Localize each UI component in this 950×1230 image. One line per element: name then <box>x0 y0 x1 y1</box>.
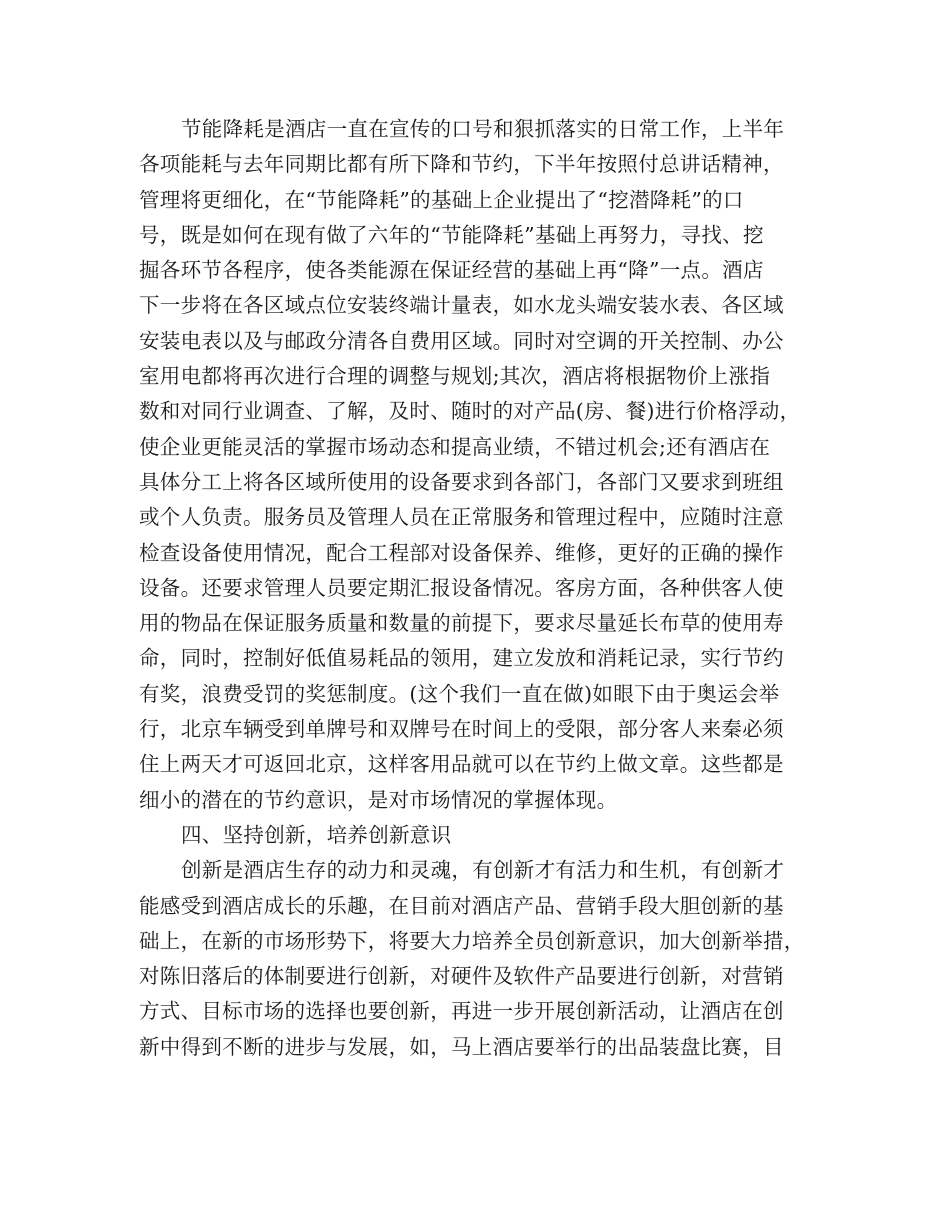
paragraph-line: 住上两天才可返回北京，这样客用品就可以在节约上做文章。这些都是 <box>139 752 784 777</box>
paragraph-line: 创新是酒店生存的动力和灵魂，有创新才有活力和生机，有创新才 <box>181 858 785 883</box>
paragraph-line: 有奖，浪费受罚的奖惩制度。(这个我们一直在做)如眼下由于奥运会举 <box>139 681 780 706</box>
paragraph-line: 细小的潜在的节约意识，是对市场情况的掌握体现。 <box>139 787 618 812</box>
paragraph-line: 础上，在新的市场形势下，将要大力培养全员创新意识，加大创新举措， <box>139 928 805 953</box>
paragraph-line: 号，既是如何在现有做了六年的“节能降耗”基础上再努力，寻找、挖 <box>139 222 764 247</box>
paragraph-line: 用的物品在保证服务质量和数量的前提下，要求尽量延长布草的使用寿 <box>139 611 784 636</box>
paragraph-line: 掘各环节各程序，使各类能源在保证经营的基础上再“降”一点。酒店 <box>139 258 764 283</box>
paragraph-line: 数和对同行业调查、了解，及时、随时的对产品(房、餐)进行价格浮动， <box>139 399 801 424</box>
paragraph-line: 能感受到酒店成长的乐趣，在目前对酒店产品、营销手段大胆创新的基 <box>139 893 784 918</box>
paragraph-line: 使企业更能灵活的掌握市场动态和提高业绩，不错过机会;还有酒店在 <box>139 434 771 459</box>
paragraph-line: 设备。还要求管理人员要定期汇报设备情况。客房方面，各种供客人使 <box>139 575 784 600</box>
paragraph-line: 室用电都将再次进行合理的调整与规划;其次，酒店将根据物价上涨指 <box>139 364 771 389</box>
paragraph-line: 安装电表以及与邮政分清各自费用区域。同时对空调的开关控制、办公 <box>139 328 784 353</box>
paragraph-line: 或个人负责。服务员及管理人员在正常服务和管理过程中，应随时注意 <box>139 505 784 530</box>
paragraph-line: 行，北京车辆受到单牌号和双牌号在时间上的受限，部分客人来秦必须 <box>139 717 784 742</box>
paragraph-line: 新中得到不断的进步与发展，如，马上酒店要举行的出品装盘比赛，目 <box>139 1034 784 1059</box>
paragraph-line: 节能降耗是酒店一直在宣传的口号和狠抓落实的日常工作，上半年 <box>181 117 785 141</box>
paragraph-line: 命，同时，控制好低值易耗品的领用，建立发放和消耗记录，实行节约 <box>139 646 784 671</box>
paragraph-line: 对陈旧落后的体制要进行创新，对硬件及软件产品要进行创新，对营销 <box>139 964 784 989</box>
paragraph-line: 检查设备使用情况，配合工程部对设备保养、维修，更好的正确的操作 <box>139 540 784 565</box>
paragraph-line: 下一步将在各区域点位安装终端计量表，如水龙头端安装水表、各区域 <box>139 293 784 318</box>
paragraph-line: 方式、目标市场的选择也要创新，再进一步开展创新活动，让酒店在创 <box>139 999 784 1024</box>
body-text <box>139 112 819 1065</box>
section-heading: 四、坚持创新，培养创新意识 <box>181 822 452 847</box>
paragraph-line: 各项能耗与去年同期比都有所下降和节约，下半年按照付总讲话精神， <box>139 152 784 177</box>
paragraph-line: 具体分工上将各区域所使用的设备要求到各部门，各部门又要求到班组 <box>139 469 784 494</box>
paragraph-line: 管理将更细化，在“节能降耗”的基础上企业提出了“挖潜降耗”的口 <box>139 187 744 212</box>
